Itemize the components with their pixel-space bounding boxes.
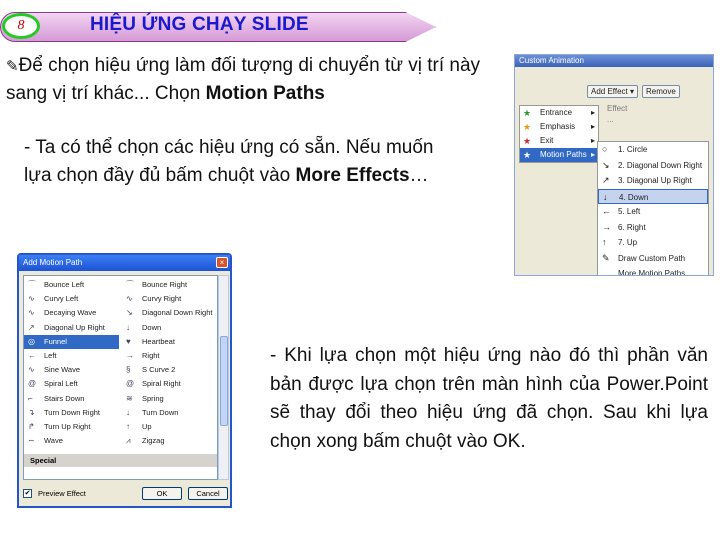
path-icon: ∿ — [126, 294, 133, 304]
path-icon: ↗ — [28, 322, 35, 332]
star-icon: ★ — [523, 150, 532, 160]
list-item[interactable]: ⌒ Bounce Left — [24, 278, 119, 292]
list-item[interactable]: ↓ Turn Down — [122, 406, 217, 420]
menu-item-motion-paths[interactable]: ★ Motion Paths ▸ — [520, 148, 598, 162]
path-icon: ∼ — [28, 436, 35, 446]
list-item[interactable]: ⩘ Zigzag — [122, 434, 217, 448]
path-list-right — [122, 278, 217, 448]
ok-button[interactable]: OK — [142, 487, 182, 500]
star-icon: ★ — [523, 136, 532, 146]
list-item[interactable]: ≋ Spring — [122, 392, 217, 406]
intro-text: Để chọn hiệu ứng làm đối tượng di chuyển từ vị trí này sang vị trí khác... Chọn — [6, 55, 481, 104]
submenu-item[interactable]: ↓ 4. Down — [598, 189, 708, 205]
pencil-icon: ✎ — [6, 58, 19, 75]
path-icon: ⌐ — [28, 393, 33, 403]
submenu-item[interactable]: ↗ 3. Diagonal Up Right — [598, 173, 708, 189]
list-item[interactable]: @ Spiral Right — [122, 377, 217, 391]
path-icon: ↓ — [126, 407, 130, 417]
list-item[interactable]: ↱ Turn Up Right — [24, 420, 119, 434]
list-item[interactable]: → Right — [122, 349, 217, 363]
submenu-item[interactable]: → 6. Right — [598, 220, 708, 236]
list-item[interactable]: ↴ Turn Down Right — [24, 406, 119, 420]
path-icon: @ — [28, 379, 37, 389]
para2-text: - Ta có thể chọn các hiệu ứng có sẵn. Nếu muốn lựa chọn đầy đủ bấm chuột vào — [24, 137, 434, 186]
submenu-item[interactable]: ↘ 2. Diagonal Down Right — [598, 158, 708, 174]
list-item[interactable]: ← Left — [24, 349, 119, 363]
menu-item-emphasis[interactable]: ★ Emphasis ▸ — [523, 122, 595, 132]
path-icon: ↓ — [603, 191, 608, 202]
path-icon: ⌒ — [28, 280, 36, 289]
list-item[interactable]: ↓ Down — [122, 321, 217, 335]
path-icon: ← — [28, 350, 36, 360]
custom-animation-panel — [514, 54, 714, 276]
remove-button[interactable]: Remove — [642, 85, 680, 98]
star-icon: ★ — [523, 122, 532, 132]
path-icon: ∿ — [28, 294, 35, 304]
list-item[interactable]: ∼ Wave — [24, 434, 119, 448]
add-effect-menu — [519, 105, 599, 163]
list-item[interactable]: ∿ Curvy Right — [122, 292, 217, 306]
path-list-left — [24, 278, 119, 448]
paragraph-result: - Khi lựa chọn một hiệu ứng nào đó thì phần văn bản được lựa chọn trên màn hình của Power.Point sẽ thay đổi theo hiệu ứng đã chọn. Sau khi lựa chọn xong bấm chuột vào OK. — [270, 345, 708, 452]
path-icon: ✎ — [602, 252, 610, 263]
path-icon: ← — [602, 206, 611, 216]
path-icon: ∿ — [28, 365, 35, 375]
intro-paragraph — [6, 52, 526, 107]
submenu-item[interactable]: More Motion Paths... — [618, 269, 692, 276]
panel-toolbar — [587, 85, 680, 98]
path-icon: ♥ — [126, 336, 131, 346]
submenu-item[interactable]: ✎ Draw Custom Path — [598, 251, 708, 267]
list-item[interactable]: ↑ Up — [122, 420, 217, 434]
path-icon: ↘ — [602, 159, 610, 170]
path-icon: ↴ — [28, 407, 35, 417]
star-icon: ★ — [523, 108, 532, 118]
scrollbar-thumb[interactable] — [220, 336, 228, 426]
list-item[interactable]: ♥ Heartbeat — [122, 335, 217, 349]
menu-item-exit[interactable]: ★ Exit ▸ — [523, 136, 595, 146]
path-icon: ◎ — [28, 336, 35, 346]
list-item[interactable]: ∿ Curvy Left — [24, 292, 119, 306]
path-icon: ↓ — [126, 322, 130, 332]
dialog-footer — [23, 484, 228, 502]
effect-label: Effect — [607, 104, 628, 113]
menu-item-entrance[interactable]: ★ Entrance ▸ — [523, 108, 595, 118]
slide-title: HIỆU ỨNG CHẠY SLIDE — [90, 14, 309, 35]
slide-number-badge: 8 — [2, 13, 40, 39]
path-icon: ↘ — [126, 308, 133, 318]
add-effect-button[interactable]: Add Effect ▾ — [587, 85, 638, 98]
para2-bold: More Effects — [295, 165, 410, 186]
list-item[interactable]: § S Curve 2 — [122, 363, 217, 377]
path-icon: ⌒ — [126, 280, 134, 289]
path-icon: → — [602, 221, 611, 232]
path-icon: ⩘ — [126, 436, 131, 446]
list-item[interactable]: ∿ Decaying Wave — [24, 306, 119, 320]
path-icon: ↑ — [602, 237, 607, 247]
path-icon: ↱ — [28, 421, 35, 431]
section-header-special: Special — [24, 454, 218, 467]
list-item-selected[interactable]: ◎ Funnel — [24, 335, 119, 349]
preview-label: Preview Effect — [38, 488, 86, 498]
path-icon: ≋ — [126, 393, 133, 403]
path-icon: ↑ — [126, 421, 130, 431]
list-item[interactable]: ⌒ Bounce Right — [122, 278, 217, 292]
effect-fields — [607, 103, 714, 125]
path-icon: § — [126, 365, 131, 375]
list-item[interactable]: ↘ Diagonal Down Right — [122, 306, 217, 320]
panel-title: Custom Animation — [515, 55, 713, 67]
close-icon[interactable]: × — [216, 257, 228, 268]
cancel-button[interactable]: Cancel — [188, 487, 228, 500]
para2-end: … — [409, 165, 429, 186]
submenu-item[interactable]: ← 5. Left — [598, 204, 708, 220]
list-item[interactable]: ∿ Sine Wave — [24, 363, 119, 377]
path-icon: → — [126, 350, 134, 360]
path-icon: @ — [126, 379, 135, 389]
submenu-item[interactable]: ○ 1. Circle — [598, 142, 708, 158]
list-item[interactable]: ↗ Diagonal Up Right — [24, 321, 119, 335]
path-icon: ○ — [602, 144, 608, 154]
effect-value: ... — [607, 115, 614, 124]
add-motion-path-dialog — [17, 253, 232, 508]
path-icon: ∿ — [28, 308, 35, 318]
dialog-title: Add Motion Path × — [19, 255, 230, 271]
paragraph-more-effects — [24, 134, 454, 190]
list-item[interactable]: @ Spiral Left — [24, 377, 119, 391]
intro-bold: Motion Paths — [205, 83, 325, 104]
dialog-scrollbar[interactable] — [218, 275, 229, 480]
motion-paths-submenu — [597, 141, 709, 276]
list-item[interactable]: ⌐ Stairs Down — [24, 392, 119, 406]
path-icon: ↗ — [602, 175, 610, 185]
submenu-item[interactable]: ↑ 7. Up — [598, 235, 708, 251]
motion-path-list[interactable] — [23, 275, 218, 480]
preview-checkbox[interactable]: ✔ — [24, 489, 31, 497]
